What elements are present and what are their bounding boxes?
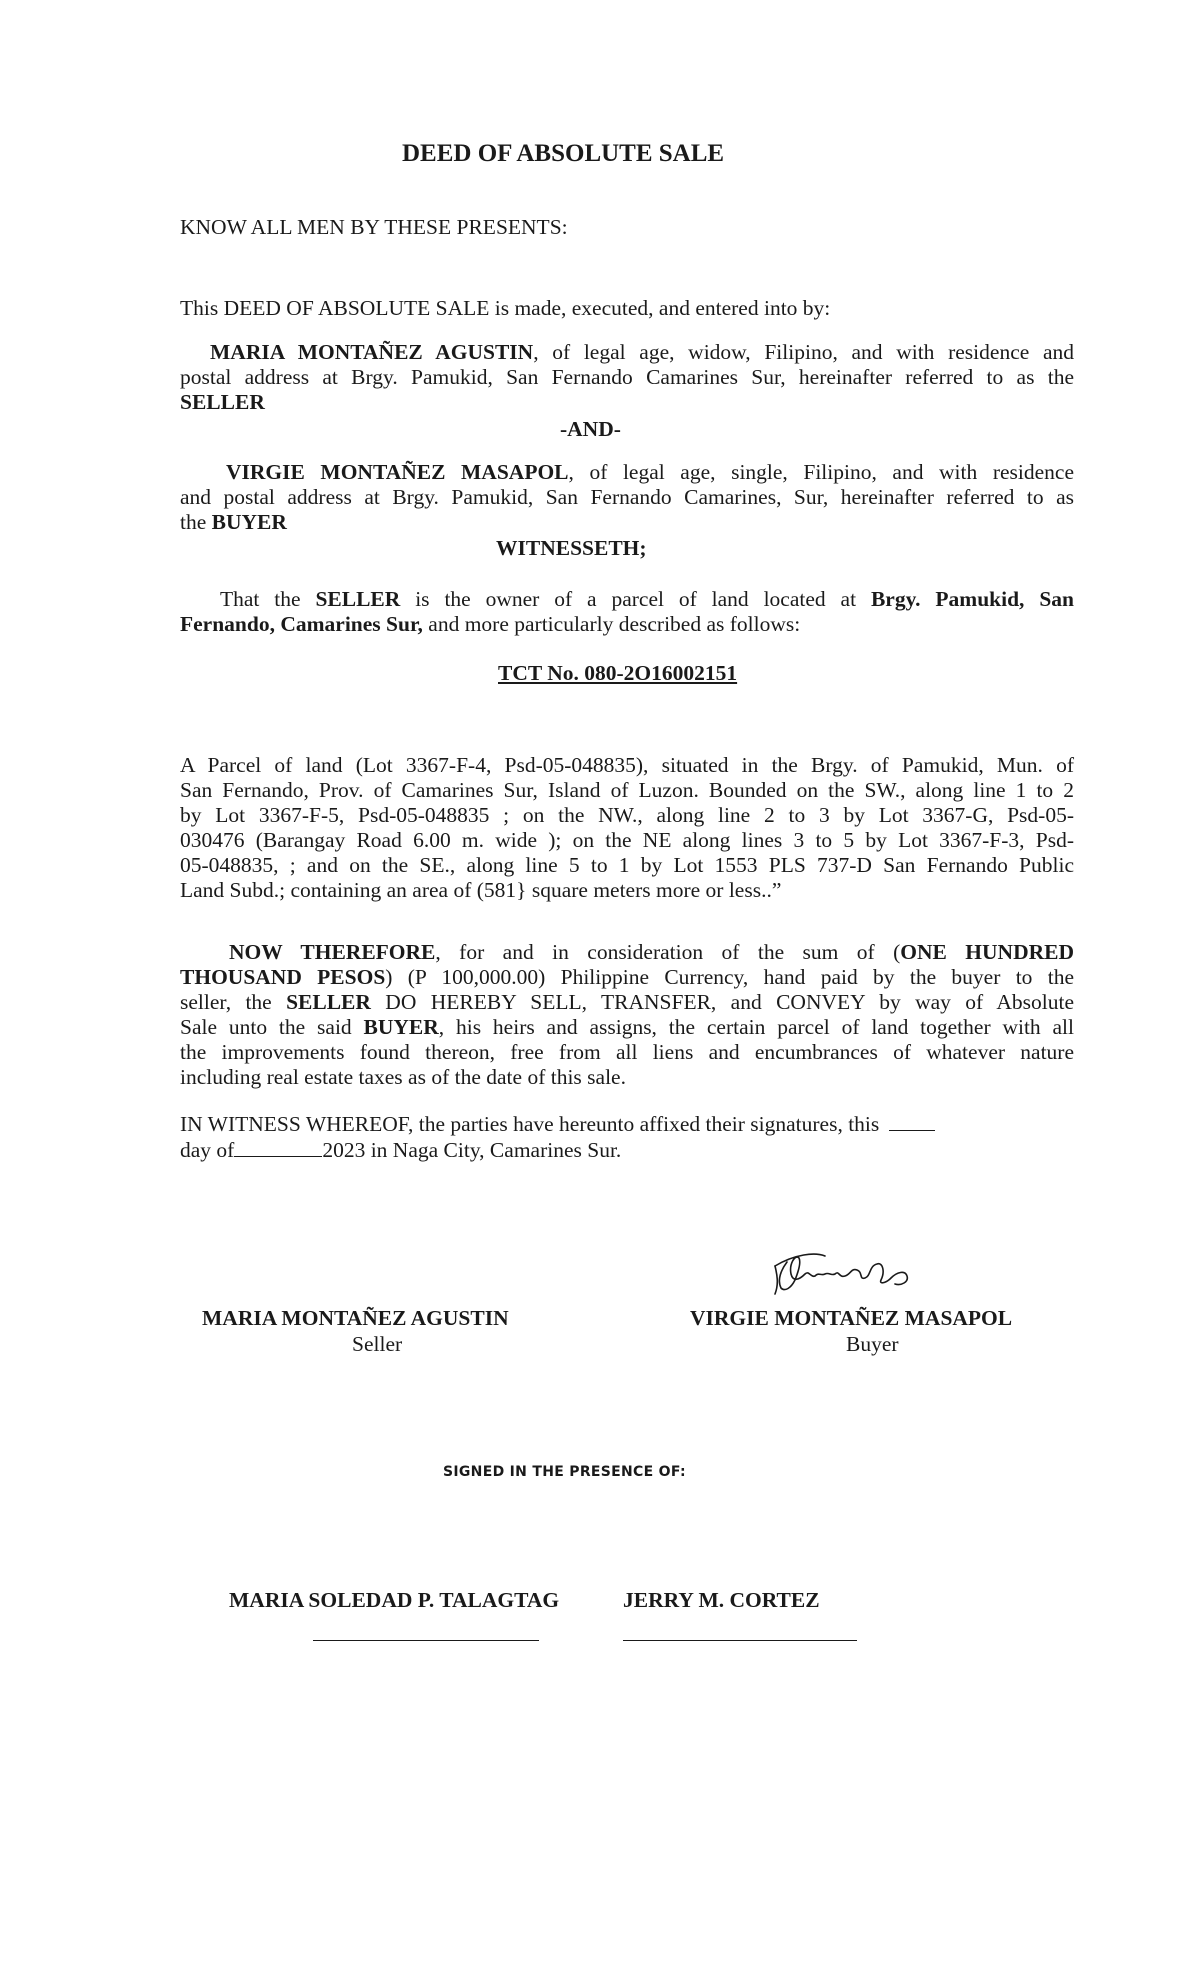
owner-paragraph: That the SELLER is the owner of a parcel of land located at Brgy. Pamukid, San Fernando, Camarines Sur, and more particularly described as follows: — [180, 587, 1074, 636]
know-all-heading: KNOW ALL MEN BY THESE PRESENTS: — [180, 215, 568, 239]
svg-text:VMasapol: VMasapol — [755, 1240, 760, 1241]
day-blank — [889, 1112, 935, 1131]
seller-signatory-name: MARIA MONTAÑEZ AGUSTIN — [202, 1306, 509, 1330]
month-blank — [234, 1138, 322, 1157]
buyer-signature — [755, 1240, 955, 1300]
buyer-name: VIRGIE MONTAÑEZ MASAPOL — [226, 460, 569, 484]
tct-number: TCT No. 080-2O16002151 — [498, 661, 738, 685]
buyer-label: BUYER — [211, 510, 287, 534]
witness-line-1: IN WITNESS WHEREOF, the parties have hereunto affixed their signatures, this — [180, 1112, 935, 1137]
witness-2-signature-line — [623, 1640, 857, 1641]
buyer-paragraph: VIRGIE MONTAÑEZ MASAPOL, of legal age, single, Filipino, and with residence and postal address at Brgy. Pamukid, San Fernando Camarines, Sur, hereinafter referred to as the BUYER — [180, 460, 1074, 534]
document-title: DEED OF ABSOLUTE SALE — [402, 140, 725, 167]
seller-paragraph: MARIA MONTAÑEZ AGUSTIN, of legal age, widow, Filipino, and with residence and postal address at Brgy. Pamukid, San Fernando Camarines Sur, hereinafter referred to as the SELLER — [180, 340, 1074, 414]
consideration-paragraph: NOW THEREFORE, for and in consideration of the sum of (ONE HUNDRED THOUSAND PESOS) (P 100,000.00) Philippine Currency, hand paid by the buyer to the seller, the SELLER DO HEREBY SELL, TRANSFER, and CONVEY by way of Absolute Sale unto the said BUYER, his heirs and assigns, the certain parcel of land together with all the improvements found thereon, free from all liens and encumbrances of whatever nature including real estate taxes as of the date of this sale. — [180, 940, 1075, 1089]
presence-heading: SIGNED IN THE PRESENCE OF: — [443, 1464, 686, 1480]
seller-name: MARIA MONTAÑEZ AGUSTIN — [210, 340, 534, 364]
buyer-role: Buyer — [846, 1332, 899, 1356]
witnesseth-heading: WITNESSETH; — [496, 536, 647, 560]
witness-1-name: MARIA SOLEDAD P. TALAGTAG — [229, 1588, 560, 1612]
seller-role: Seller — [352, 1332, 403, 1356]
parcel-description: A Parcel of land (Lot 3367-F-4, Psd-05-048835), situated in the Brgy. of Pamukid, Mun. of San Fernando, Prov. of Camarines Sur, Island of Luzon. Bounded on the SW., along line 1 to 2 by Lot 3367-F-5, Psd-05-048835 ; on the NW., along line 2 to 3 by Lot 3367-G, Psd-05- 030476 (Barangay Road 6.00 m. wide ); on the NE along lines 3 to 5 by Lot 3367-F-3, Psd- 05-048835, ; and on the SE., along line 5 to 1 by Lot 1553 PLS 737-D San Fernando Public Land Subd.; containing an area of (581} square meters more or less..” — [180, 753, 1074, 902]
witness-line-2: day of 2023 in Naga City, Camarines Sur. — [180, 1138, 622, 1162]
and-separator: -AND- — [560, 417, 621, 441]
witness-1-signature-line — [313, 1640, 539, 1641]
buyer-signatory-name: VIRGIE MONTAÑEZ MASAPOL — [690, 1306, 1013, 1330]
intro-line: This DEED OF ABSOLUTE SALE is made, executed, and entered into by: — [180, 296, 831, 320]
seller-label: SELLER — [180, 390, 265, 414]
witness-2-name: JERRY M. CORTEZ — [623, 1588, 820, 1612]
